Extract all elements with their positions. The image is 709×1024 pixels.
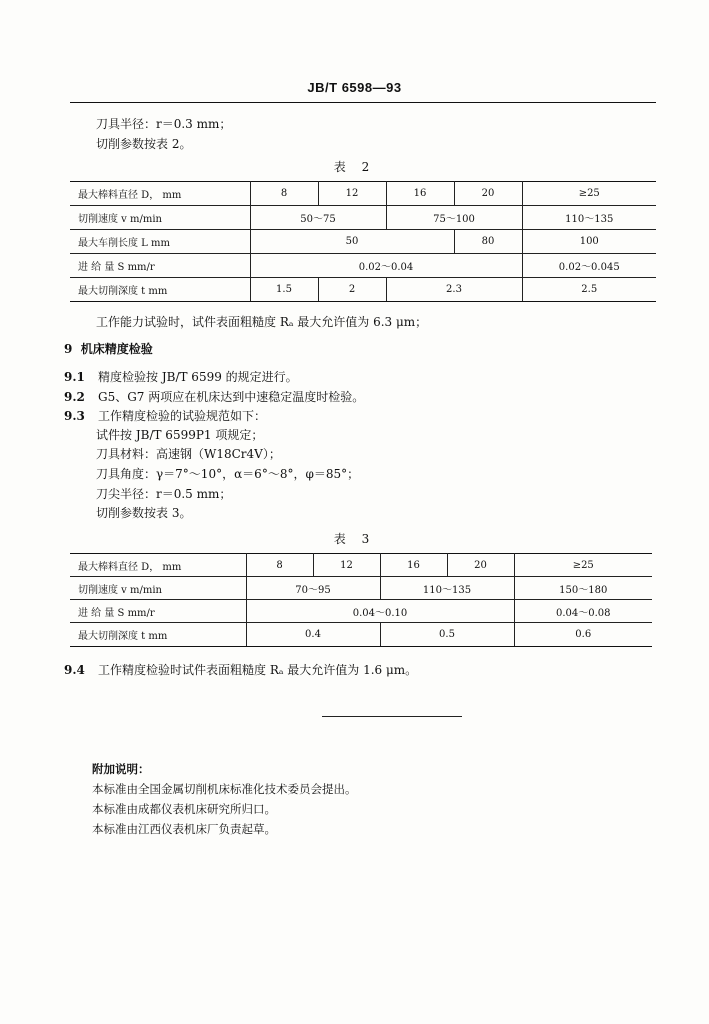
table-cell: 12: [313, 554, 380, 577]
table-cell: 100: [522, 230, 656, 254]
cutting-params-line: 切削参数按表 2。: [96, 137, 192, 151]
item-number: 9.4: [64, 663, 85, 677]
item-9-2: [64, 387, 364, 407]
table-cell: 110～135: [522, 206, 656, 230]
table-cell: 0.02～0.045: [522, 254, 656, 278]
table-cell: 75～100: [386, 206, 522, 230]
table-cell: ≥25: [514, 554, 652, 577]
appendix-line: 本标准由江西仪表机床厂负责起草。: [92, 822, 276, 836]
table-row: [70, 577, 652, 600]
row-label: 切削速度 v m/min: [70, 577, 246, 600]
row-label: 最大车削长度 L mm: [70, 230, 250, 254]
item-9-1: [64, 367, 298, 387]
item-number: 9.3: [64, 409, 85, 423]
table-cell: 0.04～0.10: [246, 600, 514, 623]
tool-radius-line: 刀具半径：r＝0.3 mm；: [96, 117, 232, 131]
item-text: 工作精度检验的试验规范如下：: [98, 409, 267, 423]
table-cell: 80: [454, 230, 522, 254]
item-number: 9.1: [64, 370, 85, 384]
spec-line: 刀尖半径：r＝0.5 mm；: [96, 487, 232, 501]
spec-line: 试件按 JB/T 6599P1 项规定；: [96, 428, 264, 442]
table-cell: 50: [250, 230, 454, 254]
table-cell: 2: [318, 278, 386, 302]
table-cell: 16: [386, 182, 454, 206]
item-text: 精度检验按 JB/T 6599 的规定进行。: [98, 370, 298, 384]
document-header: JB/T 6598—93: [307, 80, 402, 95]
table-row: [70, 623, 652, 647]
table3-caption: 表 3: [333, 532, 376, 546]
table-cell: 70～95: [246, 577, 380, 600]
table-cell: ≥25: [522, 182, 656, 206]
table-cell: 8: [250, 182, 318, 206]
spec-line: 切削参数按表 3。: [96, 506, 192, 520]
roughness-note: 工作能力试验时，试件表面粗糙度 Rₐ 最大允许值为 6.3 μm；: [96, 315, 428, 329]
table-cell: 1.5: [250, 278, 318, 302]
table-row: [70, 600, 652, 623]
spec-line: 刀具角度：γ＝7°～10°，α＝6°～8°，φ＝85°；: [96, 467, 360, 481]
table-cell: 0.6: [514, 623, 652, 647]
appendix-title: 附加说明：: [92, 762, 150, 776]
section-9-heading: [64, 339, 153, 359]
appendix-line: 本标准由全国金属切削机床标准化技术委员会提出。: [92, 782, 357, 796]
table-cell: 20: [447, 554, 514, 577]
table-row: [70, 182, 656, 206]
table-row: [70, 206, 656, 230]
row-label: 切削速度 v m/min: [70, 206, 250, 230]
table-row: [70, 554, 652, 577]
row-label: 最大棒料直径 D， mm: [70, 182, 250, 206]
table-cell: 2.3: [386, 278, 522, 302]
table-cell: 0.04～0.08: [514, 600, 652, 623]
table-cell: 12: [318, 182, 386, 206]
table-cell: 16: [380, 554, 447, 577]
item-number: 9.2: [64, 390, 85, 404]
table-row: [70, 254, 656, 278]
spec-line: 刀具材料：高速钢（W18Cr4V）；: [96, 447, 281, 461]
table-cell: 50～75: [250, 206, 386, 230]
table-cell: 110～135: [380, 577, 514, 600]
item-text: 工作精度检验时试件表面粗糙度 Rₐ 最大允许值为 1.6 μm。: [98, 663, 418, 677]
appendix-line: 本标准由成都仪表机床研究所归口。: [92, 802, 276, 816]
header-rule: [70, 102, 656, 103]
item-9-3: [64, 406, 266, 426]
table-cell: 20: [454, 182, 522, 206]
item-text: G5、G7 两项应在机床达到中速稳定温度时检验。: [98, 390, 365, 404]
table-cell: 0.02～0.04: [250, 254, 522, 278]
table-cell: 0.5: [380, 623, 514, 647]
row-label: 进 给 量 S mm/r: [70, 600, 246, 623]
section-title: 机床精度检验: [80, 342, 153, 356]
row-label: 最大切削深度 t mm: [70, 278, 250, 302]
table-cell: 150～180: [514, 577, 652, 600]
table-row: [70, 230, 656, 254]
item-9-4: [64, 660, 417, 680]
table-3: [70, 553, 652, 647]
row-label: 最大棒料直径 D， mm: [70, 554, 246, 577]
table-cell: 2.5: [522, 278, 656, 302]
end-separator: [322, 716, 462, 717]
table-cell: 8: [246, 554, 313, 577]
row-label: 最大切削深度 t mm: [70, 623, 246, 647]
table-cell: 0.4: [246, 623, 380, 647]
row-label: 进 给 量 S mm/r: [70, 254, 250, 278]
table2-caption: 表 2: [333, 160, 376, 174]
table-row: [70, 278, 656, 302]
section-number: 9: [64, 342, 73, 356]
table-2: [70, 181, 656, 302]
